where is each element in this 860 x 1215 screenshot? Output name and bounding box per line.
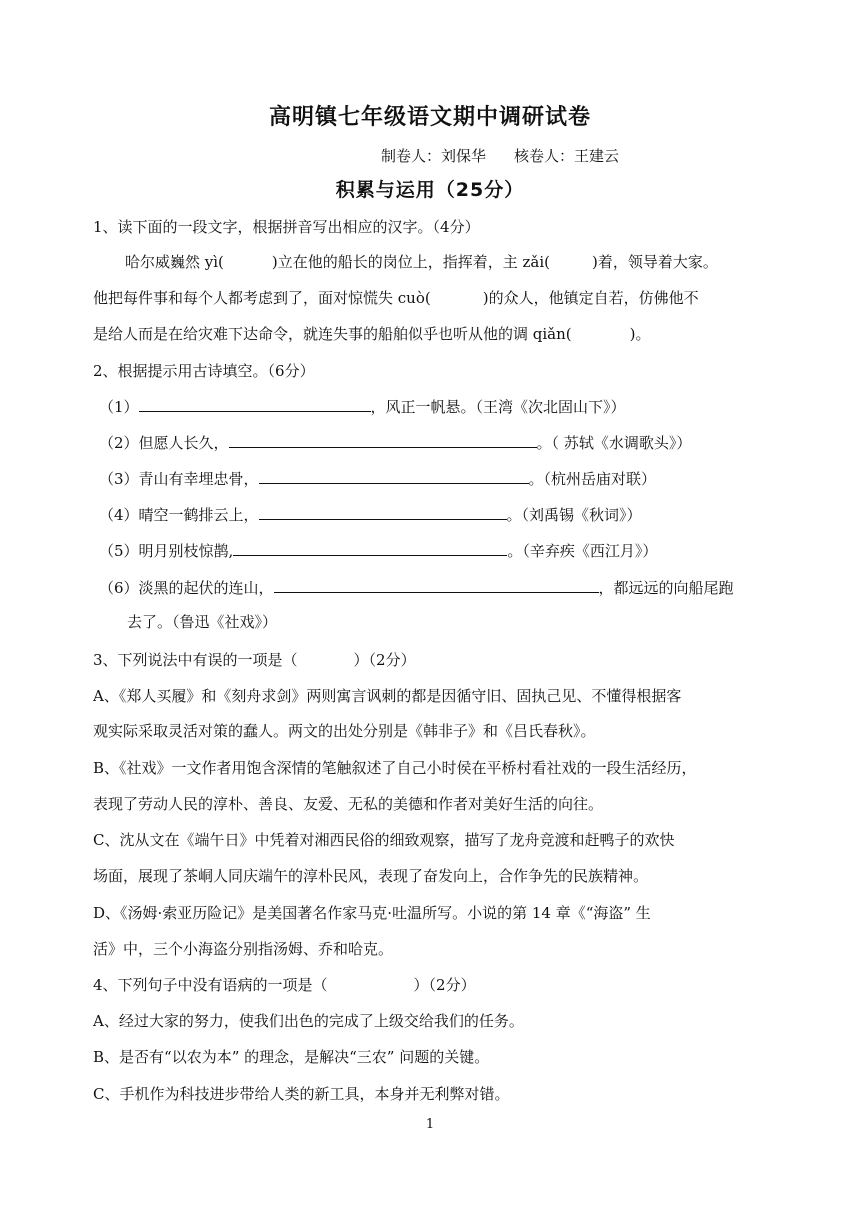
q1-text: 他把每件事和每个人都考虑到了，面对惊慌失 cuò( <box>93 289 431 307</box>
q2-item-6 <box>99 578 734 598</box>
q4-option-a: A、经过大家的努力，使我们出色的完成了上级交给我们的任务。 <box>93 1012 524 1030</box>
maker-label: 制卷人：刘保华 <box>381 147 487 165</box>
q2-item-6-cont: 去了。（鲁迅《社戏》） <box>127 613 278 631</box>
q4-stem <box>93 975 476 995</box>
item-label: （2）但愿人长久， <box>99 434 229 452</box>
item-label: （5）明月别枝惊鹊, <box>99 542 234 560</box>
fill-blank[interactable] <box>233 541 507 556</box>
q1-text: 哈尔威巍然 yì( <box>125 253 224 271</box>
item-text: 。（杭州岳庙对联） <box>528 470 657 488</box>
q3-option-d-line-1: D、《汤姆·索亚历险记》是美国著名作家马克·吐温所写。小说的第 14 章《“海盗” 生 <box>93 904 651 922</box>
q2-item-2 <box>99 433 691 453</box>
fill-blank[interactable] <box>229 433 537 448</box>
item-label: （3）青山有幸埋忠骨， <box>99 470 259 488</box>
q3-option-c-line-2: 场面，展现了茶峒人同庆端午的淳朴民风，表现了奋发向上，合作争先的民族精神。 <box>93 867 649 885</box>
fill-blank[interactable] <box>139 397 371 412</box>
fill-blank[interactable] <box>274 578 599 593</box>
item-text: 。（刘禹锡《秋词》） <box>506 506 642 524</box>
section-heading: 积累与运用（25分） <box>335 179 525 201</box>
q3-stem <box>93 650 416 670</box>
q1-text: )的众人，他镇定自若，仿佛他不 <box>482 289 699 307</box>
q3-option-d-line-2: 活》中，三个小海盗分别指汤姆、乔和哈克。 <box>93 940 394 958</box>
q3-option-a-line-1: A、《郑人买履》和《刻舟求剑》两则寓言讽刺的都是因循守旧、固执己见、不懂得根据客 <box>93 687 682 705</box>
item-label: （1） <box>99 398 139 416</box>
q2-item-1 <box>99 397 626 417</box>
q3-option-a-line-2: 观实际采取灵活对策的蠢人。两文的出处分别是《韩非子》和《吕氏春秋》。 <box>93 722 596 740</box>
item-text: 。（ 苏轼《水调歌头》） <box>536 434 692 452</box>
q2-item-3 <box>99 469 656 489</box>
item-text: ，风正一帆悬。（王湾《次北固山下》） <box>370 398 626 416</box>
checker-label: 核卷人：王建云 <box>514 147 620 165</box>
q4-score: ）（2分） <box>413 976 476 994</box>
item-label: （4）晴空一鹤排云上， <box>99 506 259 524</box>
q4-stem-text: 4、下列句子中没有语病的一项是（ <box>93 976 328 994</box>
q1-line-2 <box>93 288 699 308</box>
fill-blank[interactable] <box>259 505 507 520</box>
q1-text: )立在他的船长的岗位上，指挥着，主 zǎi( <box>271 253 551 271</box>
q4-option-c: C、手机作为科技进步带给人类的新工具，本身并无利弊对错。 <box>93 1085 510 1103</box>
q1-line-1 <box>125 252 718 272</box>
q1-stem: 1、读下面的一段文字，根据拼音写出相应的汉字。（4分） <box>93 218 480 236</box>
q3-stem-text: 3、下列说法中有误的一项是（ <box>93 651 298 669</box>
q1-text: 是给人而是在给灾难下达命令，就连失事的船舶似乎也听从他的调 qiǎn( <box>93 325 572 343</box>
q2-stem: 2、根据提示用古诗填空。（6分） <box>93 362 315 380</box>
q2-item-4 <box>99 505 642 525</box>
item-text: ，都远远的向船尾跑 <box>598 579 734 597</box>
item-text: 。（辛弃疾《西江月》） <box>507 542 658 560</box>
fill-blank[interactable] <box>259 469 529 484</box>
item-label: （6）淡黑的起伏的连山， <box>99 579 274 597</box>
q4-option-b: B、是否有“以农为本” 的理念，是解决“三农” 问题的关键。 <box>93 1048 490 1066</box>
exam-title: 高明镇七年级语文期中调研试卷 <box>268 105 591 130</box>
q1-text: )。 <box>629 325 651 343</box>
authors-line <box>381 145 619 166</box>
q3-option-c-line-1: C、沈从文在《端午日》中凭着对湘西民俗的细致观察，描写了龙舟竞渡和赶鸭子的欢快 <box>93 831 675 849</box>
q3-score: ）（2分） <box>353 651 416 669</box>
q3-option-b-line-1: B、《社戏》一文作者用饱含深情的笔触叙述了自己小时侯在平桥村看社戏的一段生活经历， <box>93 759 697 777</box>
q1-text: )着，领导着大家。 <box>592 253 718 271</box>
q2-item-5 <box>99 541 657 561</box>
q3-option-b-line-2: 表现了劳动人民的淳朴、善良、友爱、无私的美德和作者对美好生活的向往。 <box>93 795 604 813</box>
q1-line-3 <box>93 324 651 344</box>
page-number: 1 <box>425 1117 435 1132</box>
